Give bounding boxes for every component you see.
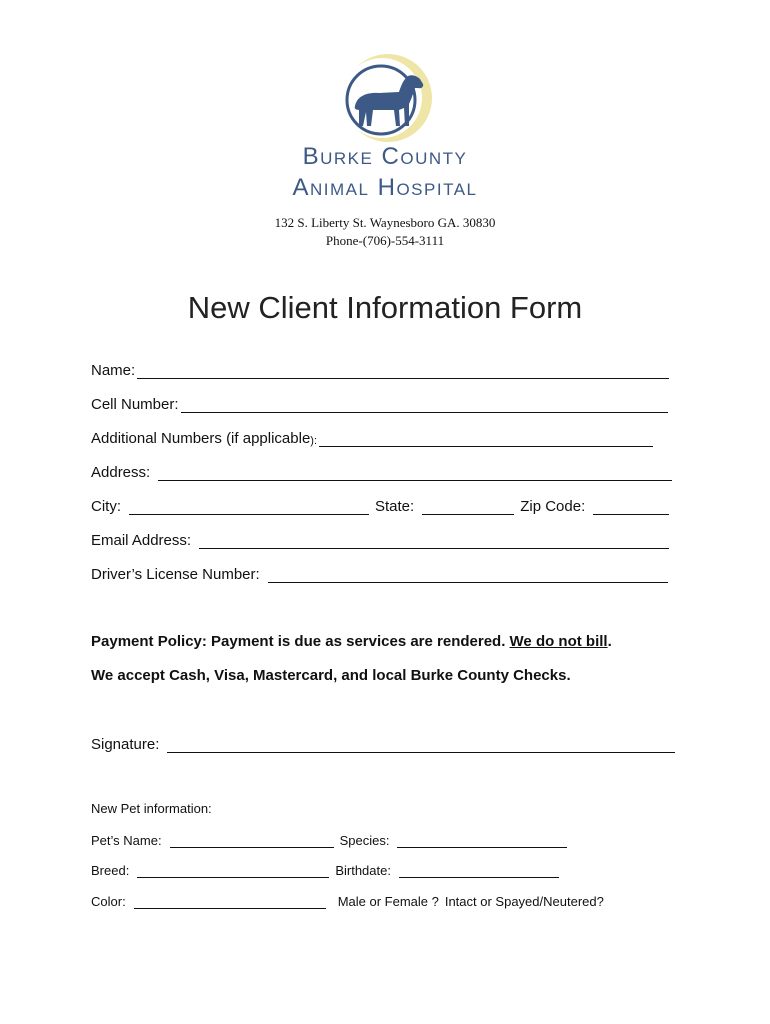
drivers-license-label: Driver’s License Number: bbox=[91, 566, 260, 583]
zip-code-label: Zip Code: bbox=[520, 498, 586, 515]
signature-input-line[interactable] bbox=[167, 738, 675, 753]
signature-field bbox=[91, 736, 675, 753]
drivers-license-field bbox=[91, 566, 668, 583]
city-label: City: bbox=[91, 498, 121, 515]
pet-info-heading: New Pet information: bbox=[91, 801, 212, 816]
cell-number-input-line[interactable] bbox=[181, 398, 668, 413]
intact-question: Intact or Spayed/Neutered? bbox=[444, 894, 604, 909]
no-bill-notice: We do not bill bbox=[509, 633, 608, 650]
pet-name-input-line[interactable] bbox=[170, 835, 334, 848]
email-input-line[interactable] bbox=[199, 534, 669, 549]
sex-question: Male or Female ? bbox=[337, 894, 439, 909]
form-title: New Client Information Form bbox=[187, 290, 583, 325]
breed-input-line[interactable] bbox=[137, 865, 329, 878]
name-field bbox=[91, 362, 669, 379]
brand-name-line2: Animal Hospital bbox=[292, 174, 478, 201]
color-label: Color: bbox=[91, 894, 126, 909]
zip-code-input-line[interactable] bbox=[593, 500, 669, 515]
state-label: State: bbox=[375, 498, 415, 515]
accepted-payments-line: We accept Cash, Visa, Mastercard, and local Burke County Checks. bbox=[91, 667, 571, 684]
pet-name-species-row bbox=[91, 833, 567, 848]
address-field bbox=[91, 464, 672, 481]
brand-name-line1: Burke County bbox=[302, 143, 468, 170]
species-input-line[interactable] bbox=[397, 835, 567, 848]
color-sex-row bbox=[91, 894, 604, 909]
address-label: Address: bbox=[91, 464, 151, 481]
additional-numbers-label: Additional Numbers (if applicable bbox=[91, 430, 311, 447]
dog-moon-logo-icon bbox=[333, 52, 443, 144]
additional-numbers-input-line[interactable] bbox=[319, 432, 653, 447]
city-state-zip-field bbox=[91, 498, 669, 515]
cell-number-label: Cell Number: bbox=[91, 396, 179, 413]
payment-policy-text: Payment Policy: Payment is due as services are rendered. bbox=[91, 633, 506, 650]
birthdate-input-line[interactable] bbox=[399, 865, 559, 878]
clinic-address: 132 S. Liberty St. Waynesboro GA. 30830 bbox=[274, 215, 496, 230]
species-label: Species: bbox=[339, 833, 390, 848]
name-input-line[interactable] bbox=[137, 364, 669, 379]
birthdate-label: Birthdate: bbox=[335, 863, 391, 878]
payment-policy-line bbox=[91, 633, 612, 650]
additional-numbers-label-suffix: ): bbox=[310, 435, 318, 447]
breed-birthdate-row bbox=[91, 863, 559, 878]
additional-numbers-field bbox=[91, 430, 653, 447]
signature-label: Signature: bbox=[91, 736, 160, 753]
payment-policy-period: . bbox=[607, 633, 612, 650]
email-label: Email Address: bbox=[91, 532, 192, 549]
address-input-line[interactable] bbox=[158, 466, 672, 481]
breed-label: Breed: bbox=[91, 863, 130, 878]
cell-number-field bbox=[91, 396, 668, 413]
drivers-license-input-line[interactable] bbox=[268, 568, 668, 583]
pet-name-label: Pet’s Name: bbox=[91, 833, 162, 848]
email-field bbox=[91, 532, 669, 549]
color-input-line[interactable] bbox=[134, 896, 326, 909]
clinic-phone: Phone-(706)-554-3111 bbox=[325, 233, 445, 248]
name-label: Name: bbox=[91, 362, 136, 379]
state-input-line[interactable] bbox=[422, 500, 514, 515]
city-input-line[interactable] bbox=[129, 500, 369, 515]
